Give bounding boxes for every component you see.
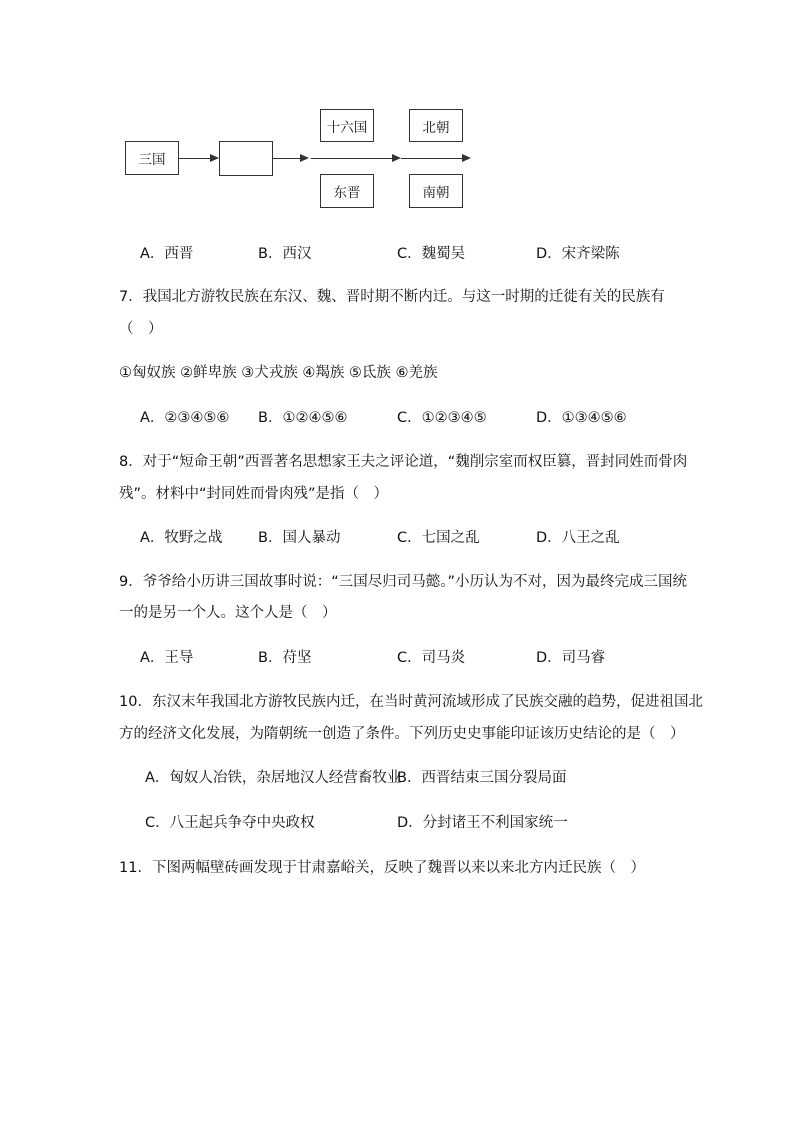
q7-option-a[interactable]: A．②③④⑤⑥ (140, 410, 230, 426)
q6-option-a[interactable]: A．西晋 (140, 246, 194, 262)
q6-option-c[interactable]: C．魏蜀吴 (397, 246, 466, 262)
q9-stem-line2: 一的是另一个人。这个人是（ ） (119, 605, 337, 621)
q10-option-a[interactable]: A．匈奴人冶铁，杂居地汉人经营畜牧业 (145, 770, 402, 786)
q7-option-b[interactable]: B．①②④⑤⑥ (258, 410, 348, 426)
q8-option-b[interactable]: B．国人暴动 (258, 530, 341, 546)
q8-stem-line2: 残”。材料中“封同姓而骨肉残”是指（ ） (119, 486, 389, 502)
q7-stem-line1: 7．我国北方游牧民族在东汉、魏、晋时期不断内迁。与这一时期的迁徙有关的民族有 (119, 289, 665, 305)
q7-option-c[interactable]: C．①②③④⑤ (397, 410, 487, 426)
arrow-4-head (462, 154, 471, 162)
q8-stem-line1: 8．对于“短命王朝”西晋著名思想家王夫之评论道，“魏削宗室而权臣篡，晋封同姓而骨肉 (119, 454, 688, 470)
q6-option-d[interactable]: D．宋齐梁陈 (536, 246, 620, 262)
q9-stem-line1: 9．爷爷给小历讲三国故事时说：“三国尽归司马懿。”小历认为不对，因为最终完成三国统 (119, 574, 687, 590)
q9-option-b[interactable]: B．苻坚 (258, 650, 312, 666)
arrow-4-line (401, 158, 463, 159)
q7-option-d[interactable]: D．①③④⑤⑥ (536, 410, 627, 426)
q6-option-b[interactable]: B．西汉 (258, 246, 312, 262)
q10-option-c[interactable]: C．八王起兵争夺中央政权 (145, 815, 315, 831)
arrow-2-line (273, 158, 301, 159)
arrow-1-head (210, 154, 219, 162)
box-nanchao: 南朝 (409, 174, 463, 208)
q7-tribes: ①匈奴族 ②鲜卑族 ③犬戎族 ④羯族 ⑤氐族 ⑥羌族 (119, 365, 438, 381)
q9-option-c[interactable]: C．司马炎 (397, 650, 466, 666)
box-shiliuguo: 十六国 (320, 109, 374, 142)
q8-option-c[interactable]: C．七国之乱 (397, 530, 480, 546)
q9-option-d[interactable]: D．司马睿 (536, 650, 606, 666)
box-beichao: 北朝 (409, 109, 463, 142)
q11-stem-line1: 11．下图两幅壁砖画发现于甘肃嘉峪关，反映了魏晋以来以来北方内迁民族（ ） (119, 860, 645, 876)
arrow-3-head (392, 154, 401, 162)
q7-stem-line2: （ ） (119, 321, 163, 337)
arrow-1-line (179, 158, 211, 159)
box-dongjin: 东晋 (320, 174, 374, 208)
arrow-3-line (311, 158, 393, 159)
q8-option-d[interactable]: D．八王之乱 (536, 530, 620, 546)
q10-stem-line2: 方的经济文化发展，为隋朝统一创造了条件。下列历史史事能印证该历史结论的是（ ） (119, 726, 685, 742)
q8-option-a[interactable]: A．牧野之战 (140, 530, 223, 546)
q10-option-d[interactable]: D．分封诸王不利国家统一 (397, 815, 568, 831)
q10-option-b[interactable]: B．西晋结束三国分裂局面 (397, 770, 567, 786)
q10-stem-line1: 10．东汉末年我国北方游牧民族内迁，在当时黄河流域形成了民族交融的趋势，促进祖国北 (119, 694, 703, 710)
box-blank (219, 141, 273, 176)
arrow-2-head (300, 154, 309, 162)
box-sanguo: 三国 (125, 141, 179, 175)
q9-option-a[interactable]: A．王导 (140, 650, 194, 666)
